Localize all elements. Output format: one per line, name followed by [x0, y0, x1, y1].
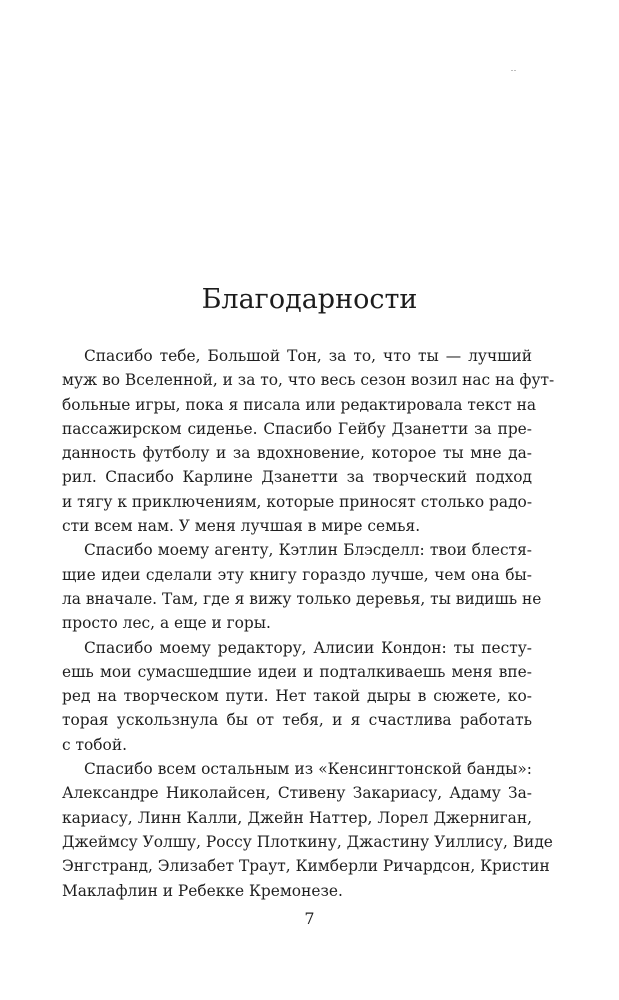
- text-line: ешь мои сумасшедшие идеи и подталкиваешь меня впе-: [62, 662, 532, 681]
- text-line: Спасибо всем остальным из «Кенсингтонской банды»:: [84, 760, 532, 779]
- paragraph-agent: [62, 538, 542, 635]
- paragraph-team: [62, 757, 553, 903]
- body-text: [62, 344, 555, 903]
- text-line: с тобой.: [62, 735, 127, 754]
- text-line: ла вначале. Там, где я вижу только деревья, ты видишь не: [62, 589, 542, 608]
- corner-mark: ..: [511, 64, 517, 73]
- text-line: Джеймсу Уолшу, Россу Плоткину, Джастину Уиллису, Виде: [62, 832, 553, 851]
- text-line: просто лес, а еще и горы.: [62, 614, 271, 633]
- text-line: муж во Вселенной, и за то, что весь сезон возил нас на фут-: [62, 371, 555, 390]
- page-number: 7: [304, 909, 315, 928]
- text-line: щие идеи сделали эту книгу гораздо лучше, чем она бы-: [62, 565, 532, 584]
- text-line: Спасибо моему агенту, Кэтлин Блэсделл: твои блестя-: [84, 541, 532, 560]
- page-title: Благодарности: [201, 284, 418, 315]
- text-line: пассажирском сиденье. Спасибо Гейбу Дзанетти за пре-: [62, 419, 532, 438]
- text-line: ред на творческом пути. Нет такой дыры в сюжете, ко-: [62, 687, 532, 706]
- paragraph-editor: [62, 636, 532, 757]
- text-line: данность футболу и за вдохновение, которое ты мне да-: [62, 444, 532, 463]
- text-line: Александре Николайсен, Стивену Закариасу, Адаму За-: [62, 784, 532, 803]
- text-line: Спасибо тебе, Большой Тон, за то, что ты — лучший: [84, 347, 532, 365]
- paragraph-family: [62, 344, 555, 538]
- text-line: сти всем нам. У меня лучшая в мире семья.: [62, 517, 421, 536]
- text-line: Маклафлин и Ребекке Кремонезе.: [62, 881, 343, 900]
- text-line: кариасу, Линн Калли, Джейн Наттер, Лорел Джерниган,: [62, 808, 532, 827]
- text-line: рил. Спасибо Карлине Дзанетти за творческий подход: [62, 468, 532, 487]
- text-line: и тягу к приключениям, которые приносят столько радо-: [62, 492, 533, 511]
- text-line: больные игры, пока я писала или редактировала текст на: [62, 395, 537, 414]
- text-line: Спасибо моему редактору, Алисии Кондон: ты песту-: [84, 638, 532, 657]
- text-line: Энгстранд, Элизабет Траут, Кимберли Ричардсон, Кристин: [62, 857, 550, 876]
- text-line: торая ускользнула бы от тебя, и я счастлива работать: [62, 711, 532, 730]
